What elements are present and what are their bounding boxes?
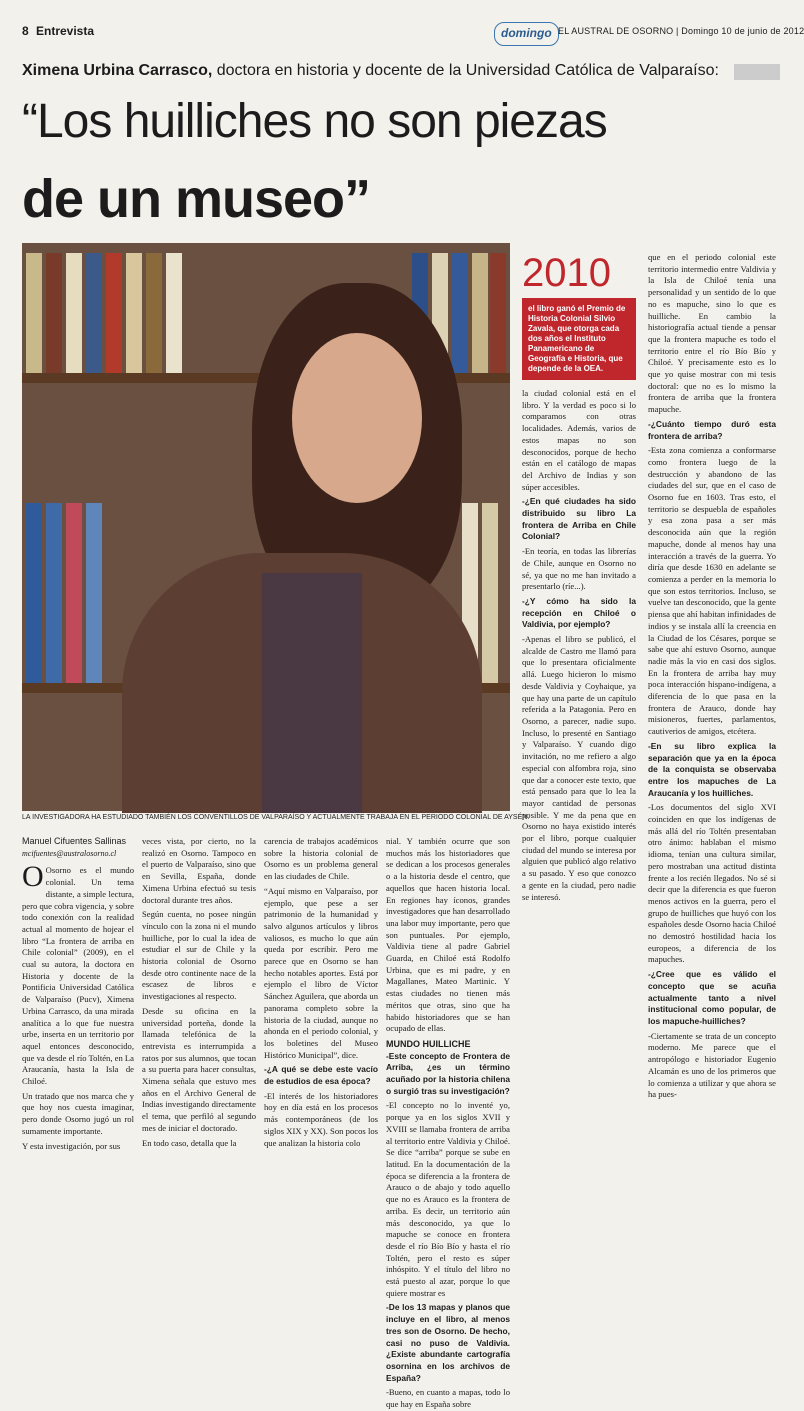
photo-caption: LA INVESTIGADORA HA ESTUDIADO TAMBIÉN LOS CONVENTILLOS DE VALPARAÍSO Y ACTUALMENTE TRABAJA EN EL PERIODO COLONIAL DE AYSÉN.: [22, 814, 530, 821]
interviewee-photo: [22, 243, 510, 811]
book: [66, 503, 82, 683]
paragraph: la ciudad colonial está en el libro. Y la verdad es poco si lo comparamos con otras localidades. Además, varios de estos mapas no son desconocidos, porque de hecho están en el catálogo de mapas del Archivo de Indias y son súper accesibles.: [522, 388, 636, 492]
question: -De los 13 mapas y planos que incluye en el libro, al menos tres son de Osorno. De hecho, casi no puso de Valdivia. ¿Existe abundante cartografía osornina en los archivos de España?: [386, 1302, 510, 1383]
book: [86, 253, 102, 373]
question: -En su libro explica la separación que ya en la época de la conquista se observaba entre los mapuches de La Araucanía y los huilliches.: [648, 740, 776, 798]
domingo-logo: domingo: [494, 22, 559, 46]
interviewee-line: [22, 62, 762, 80]
question: -¿A qué se debe este vacío de estudios de esa época?: [264, 1064, 378, 1087]
book: [482, 503, 498, 683]
pull-quote-text: el libro ganó el Premio de Historia Colonial Silvio Zavala, que otorga cada dos años el Instituto Panamericano de Geografía e Historia, que depende de la OEA.: [522, 298, 636, 380]
paragraph: veces vista, por cierto, no la realizó en Osorno. Tampoco en el puerto de Valparaíso, sino que en Sevilla, España, donde Ximena Urbina efectuó su tesis doctoral durante tres años.: [142, 836, 256, 905]
author-name: Manuel Cifuentes Sallinas: [22, 836, 127, 846]
book: [472, 253, 488, 373]
headline-line-1: “Los huilliches no son piezas: [22, 95, 607, 148]
pull-quote: [522, 252, 636, 380]
section-tag-box: [734, 64, 780, 80]
book: [146, 253, 162, 373]
book: [26, 253, 42, 373]
interviewee-role: doctora en historia y docente de la Universidad Católica de Valparaíso:: [216, 62, 719, 79]
lead-paragraph: [22, 860, 134, 1087]
page-header: [22, 22, 804, 44]
book: [106, 253, 122, 373]
paragraph: Desde su oficina en la universidad porteña, donde la llamada telefónica de la entrevista es interrumpida a ratos por sus alumnos, que tocan a su puerta para hacer consultas, Ximena señala que estuvo mes años en el Archivo General de Indias investigando directamente el tema, que perfiló al segundo mes de iniciar el doctorado.: [142, 1005, 256, 1133]
paragraph: que en el periodo colonial este territorio intermedio entre Valdivia y la Isla de Chiloé tenía una personalidad y un sentido de lo que no es mapuche, sino lo que es huilliche. En cambio la historiografía actual tiende a pensar que la frontera mapuche es todo el territorio entre el río Bío Bío y Chiloé. Y precisamente esto es lo que yo quise mostrar con mi tesis doctoral: que no es lo mismo la frontera de arriba que la frontera mapuche.: [648, 252, 776, 415]
article-column-4: [386, 836, 510, 1410]
author-email: mcifuentes@australosorno.cl: [22, 848, 117, 858]
face: [292, 333, 422, 503]
paragraph: Y esta investigación, por sus: [22, 1140, 121, 1151]
article-column-3: [264, 836, 378, 1171]
book: [126, 253, 142, 373]
answer: -En teoría, en todas las librerías de Chile, aunque en Osorno no sé, ya que no me han invitado a presentarlo (ríe...).: [522, 546, 636, 592]
paragraph: carencia de trabajos académicos sobre la historia colonial de Osorno es un problema general en las ciudades de Chile.: [264, 836, 378, 882]
section-name: Entrevista: [36, 24, 95, 38]
shirt: [262, 573, 362, 813]
pull-quote-year: 2010: [522, 251, 611, 295]
book: [452, 253, 468, 373]
book: [86, 503, 102, 683]
book: [46, 253, 62, 373]
paragraph: “Aquí mismo en Valparaíso, por ejemplo, que pese a ser patrimonio de la humanidad y salvo algunos artículos y libros valiosos, es mucho lo que aún queda por escribir. Pero me parece que en Osorno se han hecho notables aportes. Está por ejemplo el libro de Víctor Sánchez Aguilera, que aborda un panorama completo sobre la historia de la ciudad, aunque no ahonda en el periodo colonial, y los boletines del Museo Histórico Municipal”, dice.: [264, 885, 378, 1060]
page-number: 8: [22, 24, 29, 38]
headline-line-2: de un museo”: [22, 169, 371, 229]
question: -¿En qué ciudades ha sido distribuido su libro La frontera de Arriba en Chile Colonial?: [522, 496, 636, 542]
answer: -El interés de los historiadores hoy en día está en los procesos más contemporáneos (de los siglos XIX y XX). Son pocos los que analizan la historia colo: [264, 1090, 378, 1148]
book: [490, 253, 506, 373]
answer: -Los documentos del siglo XVI coinciden en que los indígenas de más allá del río Toltén presentaban otro ánimo: hablaban el mismo idioma, tenían una cultura similar, pero mostraban una actitud distinta frente a los recién llegados. No sé si decir que la diferencia es que fueron menos activos en la guerra, pero el grupo de huilliches que huyó con los españoles desde Osorno hacia Chiloé no demostró hostilidad hacia los europeos, a diferencia de los mapuches.: [648, 802, 776, 965]
answer: -Esta zona comienza a conformarse como frontera luego de la destrucción y abandono de las ciudades del sur, que en el caso de Osorno fue en 1603. Tras esto, el territorio se despuebla de españoles y esa zona pasa a ser más desconocida aún que la región mapuche, donde al menos hay una interacción a través de la guerra. Yo diría que desde 1630 en adelante se comienza a perder en la memoria lo que son estos territorios. Incluso, se vuelve tan desconocido, que la gente piensa que ahí habitan infinidades de indios y se instala allí la creencia en la Ciudad de los Césares, porque se sabe que ahí estuvo Osorno, aunque nadie más la vio en casi dos siglos. En la frontera de arriba hay muy poca interacción hispano-indígena, a diferencia de lo que pasa en la frontera de Arauco, donde hay misioneros, fuertes, parlamentos, cautiverios de amigos, etcétera.: [648, 445, 776, 737]
article-column-1: [22, 836, 134, 1171]
subheading: MUNDO HUILLICHE: [386, 1038, 471, 1049]
answer: -Apenas el libro se publicó, el alcalde de Castro me llamó para que lo presentara oficialmente allá. Luego hicieron lo mismo desde Valdivia y Coyhaique, ya que hay una parte de un capítulo referida a la Patagonia. Pero en Osorno, a parecer, nadie supo. Incluso, lo presenté en Santiago y Valparaíso. Y cuando digo invitación, no me refiero a algo especial con alfombra roja, sino que dar a conocer este texto, que está pensado para que lo lea la mayor cantidad de personas posible. Y me da pena que en Osorno no haya existido interés por el libro, porque cualquier ciudad del mundo se interesa por alguien que publicó algo relativo a su pasado. Y eso que conozco a gente en la ciudad, pero nadie se interesó.: [522, 634, 636, 902]
article-column-5: [522, 388, 636, 902]
paragraph: Osorno es el mundo colonial. Un tema distante, a simple lectura, pero que cobra vigencia, y sobre todo conexión con la realidad actual al momento de hojear el libro “La frontera de arriba en Chile colonial” (2009), en el cual su autora, la doctora en Historia y docente de la Pontificia Universidad Católica de Valparaíso (Pucv), Ximena Urbina Carrasco, da una mirada analítica a lo que fue nuestra urbe, inserta en un territorio por aquel entonces desconocido, que va desde el río Toltén, en La Araucanía, hasta la Isla de Chiloé.: [22, 865, 134, 1087]
paragraph: nial. Y también ocurre que son muchos más los historiadores que se dedican a los procesos generales o a la historia desde el centro, que aquellos que hacen historia local. En regiones hay íconos, grandes investigadores que han desarrollado una labor muy importante, pero que son puntuales. Por ejemplo, Valdivia tiene al padre Gabriel Guarda, en Chiloé está Rodolfo Urbina, que es mi padre, y en Magallanes, Mateo Martinic. Y estas ciudades no tienen más méritos que otras, sino que ha habido historiadores que se han ocupado de ellas.: [386, 836, 510, 1034]
answer: -Bueno, en cuanto a mapas, todo lo que hay en España sobre: [386, 1387, 510, 1410]
question: -Este concepto de Frontera de Arriba, ¿es un término acuñado por la historia chilena o surgió tras su investigación?: [386, 1050, 510, 1096]
article-column-2: [142, 836, 256, 1171]
question: -¿Y cómo ha sido la recepción en Chiloé o Valdivia, por ejemplo?: [522, 595, 636, 630]
book: [46, 503, 62, 683]
answer: -Ciertamente se trata de un concepto moderno. Me parece que el antropólogo e historiador Eugenio Alcamán es uno de los primeros que lo comienza a utilizar y que ahora se ha pues-: [648, 1030, 776, 1100]
question: -¿Cuánto tiempo duró esta frontera de arriba?: [648, 418, 776, 441]
paragraph: Según cuenta, no posee ningún vínculo con la zona ni el mundo huilliche, por lo cual la idea de estudiar el sur de Chile y la historia colonial de Osorno desde otro continente nace de la escasez de libros e investigaciones al respecto.: [142, 909, 256, 1002]
paragraph: Un tratado que nos marca che y que hoy nos cuesta imaginar, pero donde Osorno jugó un rol sumamente importante.: [22, 1090, 134, 1136]
paragraph: En todo caso, detalla que la: [142, 1137, 237, 1148]
book: [26, 503, 42, 683]
answer: -El concepto no lo inventé yo, porque ya en los siglos XVII y XVIII se llamaba frontera de arriba al territorio entre Valdivia y Chiloé. Se dice “arriba” porque se sube en latitud. En la documentación de la época se diferencia a la frontera de Arauco o de abajo y todo aquello que no es Arauco es la frontera de arriba. Es decir, un territorio aún más desconocido, ya que lo mapuche se conoce en frontera desde el río Bío Bío y hasta el río Toltén, pero el resto es súper inhóspito. Y el título del libro no está puesto al azar, porque lo que quiere mostrar es: [386, 1100, 510, 1298]
book: [66, 253, 82, 373]
question: -¿Cree que es válido el concepto que se acuña actualmente tanto a nivel institucional como popular, de los mapuche-huilliches?: [648, 969, 776, 1026]
drop-cap: O: [22, 860, 44, 894]
interviewee-name: Ximena Urbina Carrasco,: [22, 62, 213, 79]
masthead: EL AUSTRAL DE OSORNO | Domingo 10 de junio de 2012: [558, 26, 804, 36]
article-column-6: [648, 252, 776, 1167]
book: [166, 253, 182, 373]
